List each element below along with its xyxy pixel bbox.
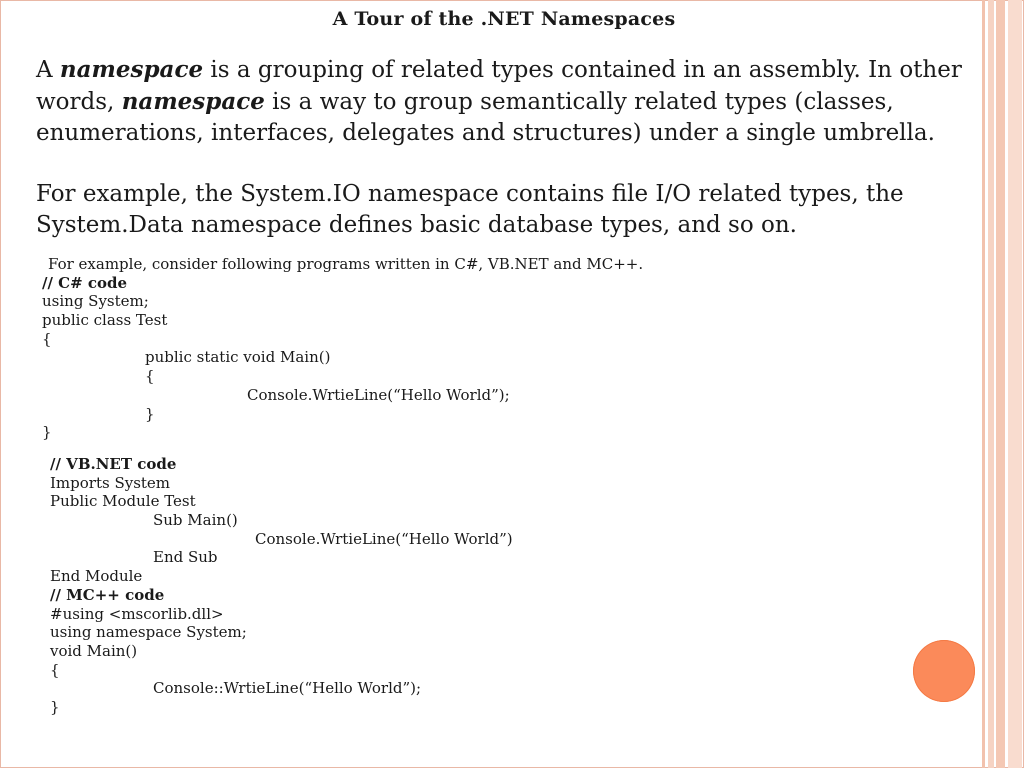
intro-text [36,54,986,241]
code-line: { [145,367,155,386]
keyword-namespace: namespace [59,56,204,83]
code-line: public static void Main() [145,348,331,367]
csharp-header: // C# code [42,273,128,292]
code-line: } [50,697,60,716]
code-line: } [42,423,52,442]
code-line: Console.WrtieLine(“Hello World”); [247,385,510,404]
vbnet-header: // VB.NET code [50,455,177,473]
code-line: using System; [42,292,149,311]
code-line: { [50,660,60,679]
code-line: void Main() [50,641,138,660]
code-line: Sub Main() [153,511,238,530]
code-line: Public Module Test [50,492,196,511]
vbnet-mcpp-code-block [50,455,513,717]
code-line: End Sub [153,548,218,567]
decorative-stripe [1008,0,1022,768]
code-line: public class Test [42,311,168,330]
code-line: End Module [50,567,143,586]
code-line: Imports System [50,473,171,492]
slide-title: A Tour of the .NET Namespaces [332,8,676,30]
intro-paragraph-definition: A namespace is a grouping of related types contained in an assembly. In other words, namespace is a way to group semantically related types (classes, enumerations, interfaces, delegates and structures) under a single umbrella. [36,56,962,146]
intro-paragraph-example: For example, the System.IO namespace contains file I/O related types, the System.Data namespace defines basic database types, and so on. [36,181,904,238]
code-intro: For example, consider following programs written in C#, VB.NET and MC++. [48,255,644,273]
decorative-stripe [996,0,1005,768]
code-line: } [145,404,155,423]
decorative-stripe [988,0,994,768]
keyword-namespace: namespace [121,88,265,115]
code-line: { [42,329,52,348]
code-line: using namespace System; [50,623,247,642]
mcpp-header: // MC++ code [50,585,165,604]
code-line: Console::WrtieLine(“Hello World”); [153,679,422,698]
code-line: Console.WrtieLine(“Hello World”) [255,529,513,548]
csharp-code-block [42,255,643,442]
accent-circle-decoration [913,640,975,702]
code-line: #using <mscorlib.dll> [50,604,224,623]
